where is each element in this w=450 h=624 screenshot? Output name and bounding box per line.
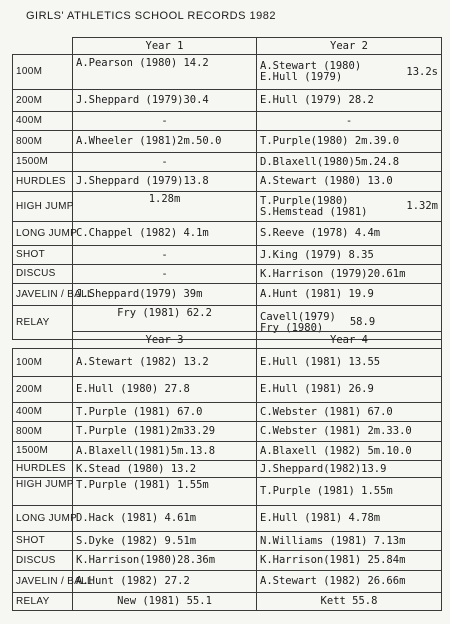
year3-long-jump: D.Hack (1981) 4.61m	[73, 506, 257, 532]
table-row	[13, 222, 442, 246]
event-shot: SHOT	[13, 532, 73, 551]
holder-line: A.Stewart (1980)	[260, 60, 362, 72]
year1-long-jump: C.Chappel (1982) 4.1m	[73, 222, 257, 246]
year4-high-jump: T.Purple (1981) 1.55m	[257, 478, 442, 506]
event-relay: RELAY	[13, 306, 73, 340]
year4-800m: C.Webster (1981) 2m.33.0	[257, 422, 442, 442]
year4-long-jump: E.Hull (1981) 4.78m	[257, 506, 442, 532]
table-row	[13, 246, 442, 265]
year4-100m: E.Hull (1981) 13.55	[257, 349, 442, 377]
year1-javelin-ball: J.Sheppard(1979) 39m	[73, 284, 257, 306]
year2-high-jump	[257, 192, 442, 222]
table-row	[13, 284, 442, 306]
event-800m: 800M	[13, 131, 73, 153]
year4-shot: N.Williams (1981) 7.13m	[257, 532, 442, 551]
event-400m: 400M	[13, 112, 73, 131]
records-table-years-1-2	[12, 37, 442, 340]
header-blank	[13, 38, 73, 55]
year4-discus: K.Harrison(1981) 25.84m	[257, 551, 442, 571]
table-row	[13, 153, 442, 172]
year3-high-jump: T.Purple (1981) 1.55m	[73, 478, 257, 506]
year1-400m: -	[73, 112, 257, 131]
year3-hurdles: K.Stead (1980) 13.2	[73, 461, 257, 478]
year1-shot: -	[73, 246, 257, 265]
table-row	[13, 571, 442, 593]
year3-shot: S.Dyke (1982) 9.51m	[73, 532, 257, 551]
year2-shot: J.King (1979) 8.35	[257, 246, 442, 265]
header-year-1: Year 1	[73, 38, 257, 55]
table-row	[13, 349, 442, 377]
year4-1500m: A.Blaxell (1982) 5m.10.0	[257, 442, 442, 461]
year3-javelin-ball: A.Hunt (1982) 27.2	[73, 571, 257, 593]
page-title: GIRLS' ATHLETICS SCHOOL RECORDS 1982	[26, 10, 276, 22]
event-long-jump: LONG JUMP	[13, 506, 73, 532]
header-row	[13, 38, 442, 55]
event-discus: DISCUS	[13, 265, 73, 284]
year1-high-jump: 1.28m	[73, 192, 257, 222]
records-table-years-3-4	[12, 331, 442, 611]
year4-relay: Kett 55.8	[257, 593, 442, 611]
event-200m: 200M	[13, 377, 73, 403]
year2-400m: -	[257, 112, 442, 131]
table-row	[13, 90, 442, 112]
year2-200m: E.Hull (1979) 28.2	[257, 90, 442, 112]
year1-discus: -	[73, 265, 257, 284]
table-row	[13, 377, 442, 403]
year4-400m: C.Webster (1981) 67.0	[257, 403, 442, 422]
table-row	[13, 461, 442, 478]
year1-1500m: -	[73, 153, 257, 172]
holder-line: Cavell(1979)	[260, 310, 336, 323]
year3-800m: T.Purple (1981)2m33.29	[73, 422, 257, 442]
record-value: 1.32m	[406, 200, 438, 212]
table-row	[13, 593, 442, 611]
year4-hurdles: J.Sheppard(1982)13.9	[257, 461, 442, 478]
table-row	[13, 551, 442, 571]
year2-long-jump: S.Reeve (1978) 4.4m	[257, 222, 442, 246]
header-blank	[13, 332, 73, 349]
header-year-2: Year 2	[257, 38, 442, 55]
table-row	[13, 478, 442, 506]
year1-200m: J.Sheppard (1979)30.4	[73, 90, 257, 112]
table-row	[13, 506, 442, 532]
holder-line: S.Hemstead (1981)	[260, 205, 368, 218]
event-javelin-ball: JAVELIN / BALL	[13, 284, 73, 306]
table-row	[13, 265, 442, 284]
event-100m: 100M	[13, 349, 73, 377]
year2-1500m: D.Blaxell(1980)5m.24.8	[257, 153, 442, 172]
event-1500m: 1500M	[13, 442, 73, 461]
event-100m: 100M	[13, 55, 73, 90]
event-400m: 400M	[13, 403, 73, 422]
year1-hurdles: J.Sheppard (1979)13.8	[73, 172, 257, 192]
year1-100m: A.Pearson (1980) 14.2	[73, 55, 257, 90]
year2-javelin-ball: A.Hunt (1981) 19.9	[257, 284, 442, 306]
table-row	[13, 422, 442, 442]
table-row	[13, 131, 442, 153]
event-relay: RELAY	[13, 593, 73, 611]
table-row	[13, 442, 442, 461]
year4-javelin-ball: A.Stewart (1982) 26.66m	[257, 571, 442, 593]
record-value: 58.9	[349, 316, 376, 328]
year2-800m: T.Purple(1980) 2m.39.0	[257, 131, 442, 153]
year1-800m: A.Wheeler (1981)2m.50.0	[73, 131, 257, 153]
table-row	[13, 403, 442, 422]
event-high-jump: HIGH JUMP	[13, 478, 73, 506]
event-javelin-ball: JAVELIN / BALL	[13, 571, 73, 593]
year3-relay: New (1981) 55.1	[73, 593, 257, 611]
event-200m: 200M	[13, 90, 73, 112]
table-row	[13, 112, 442, 131]
year2-100m	[257, 55, 442, 90]
event-800m: 800M	[13, 422, 73, 442]
event-shot: SHOT	[13, 246, 73, 265]
table-row	[13, 532, 442, 551]
table-row	[13, 55, 442, 90]
table-row	[13, 172, 442, 192]
year3-100m: A.Stewart (1982) 13.2	[73, 349, 257, 377]
table-row	[13, 192, 442, 222]
header-year-3: Year 3	[73, 332, 257, 349]
holder-line: T.Purple(1980)	[260, 194, 349, 207]
header-row	[13, 332, 442, 349]
year3-1500m: A.Blaxell(1981)5m.13.8	[73, 442, 257, 461]
year3-200m: E.Hull (1980) 27.8	[73, 377, 257, 403]
event-hurdles: HURDLES	[13, 461, 73, 478]
header-year-4: Year 4	[257, 332, 442, 349]
holder-line: E.Hull (1979)	[260, 71, 343, 83]
event-hurdles: HURDLES	[13, 172, 73, 192]
record-value: 13.2s	[406, 65, 438, 78]
year2-hurdles: A.Stewart (1980) 13.0	[257, 172, 442, 192]
year4-200m: E.Hull (1981) 26.9	[257, 377, 442, 403]
year3-discus: K.Harrison(1980)28.36m	[73, 551, 257, 571]
event-high-jump: HIGH JUMP	[13, 192, 73, 222]
year1-relay: Fry (1981) 62.2	[73, 306, 257, 340]
event-long-jump: LONG JUMP	[13, 222, 73, 246]
year2-discus: K.Harrison (1979)20.61m	[257, 265, 442, 284]
holder-line: Fry (1980)	[260, 321, 324, 334]
event-1500m: 1500M	[13, 153, 73, 172]
year3-400m: T.Purple (1981) 67.0	[73, 403, 257, 422]
event-discus: DISCUS	[13, 551, 73, 571]
